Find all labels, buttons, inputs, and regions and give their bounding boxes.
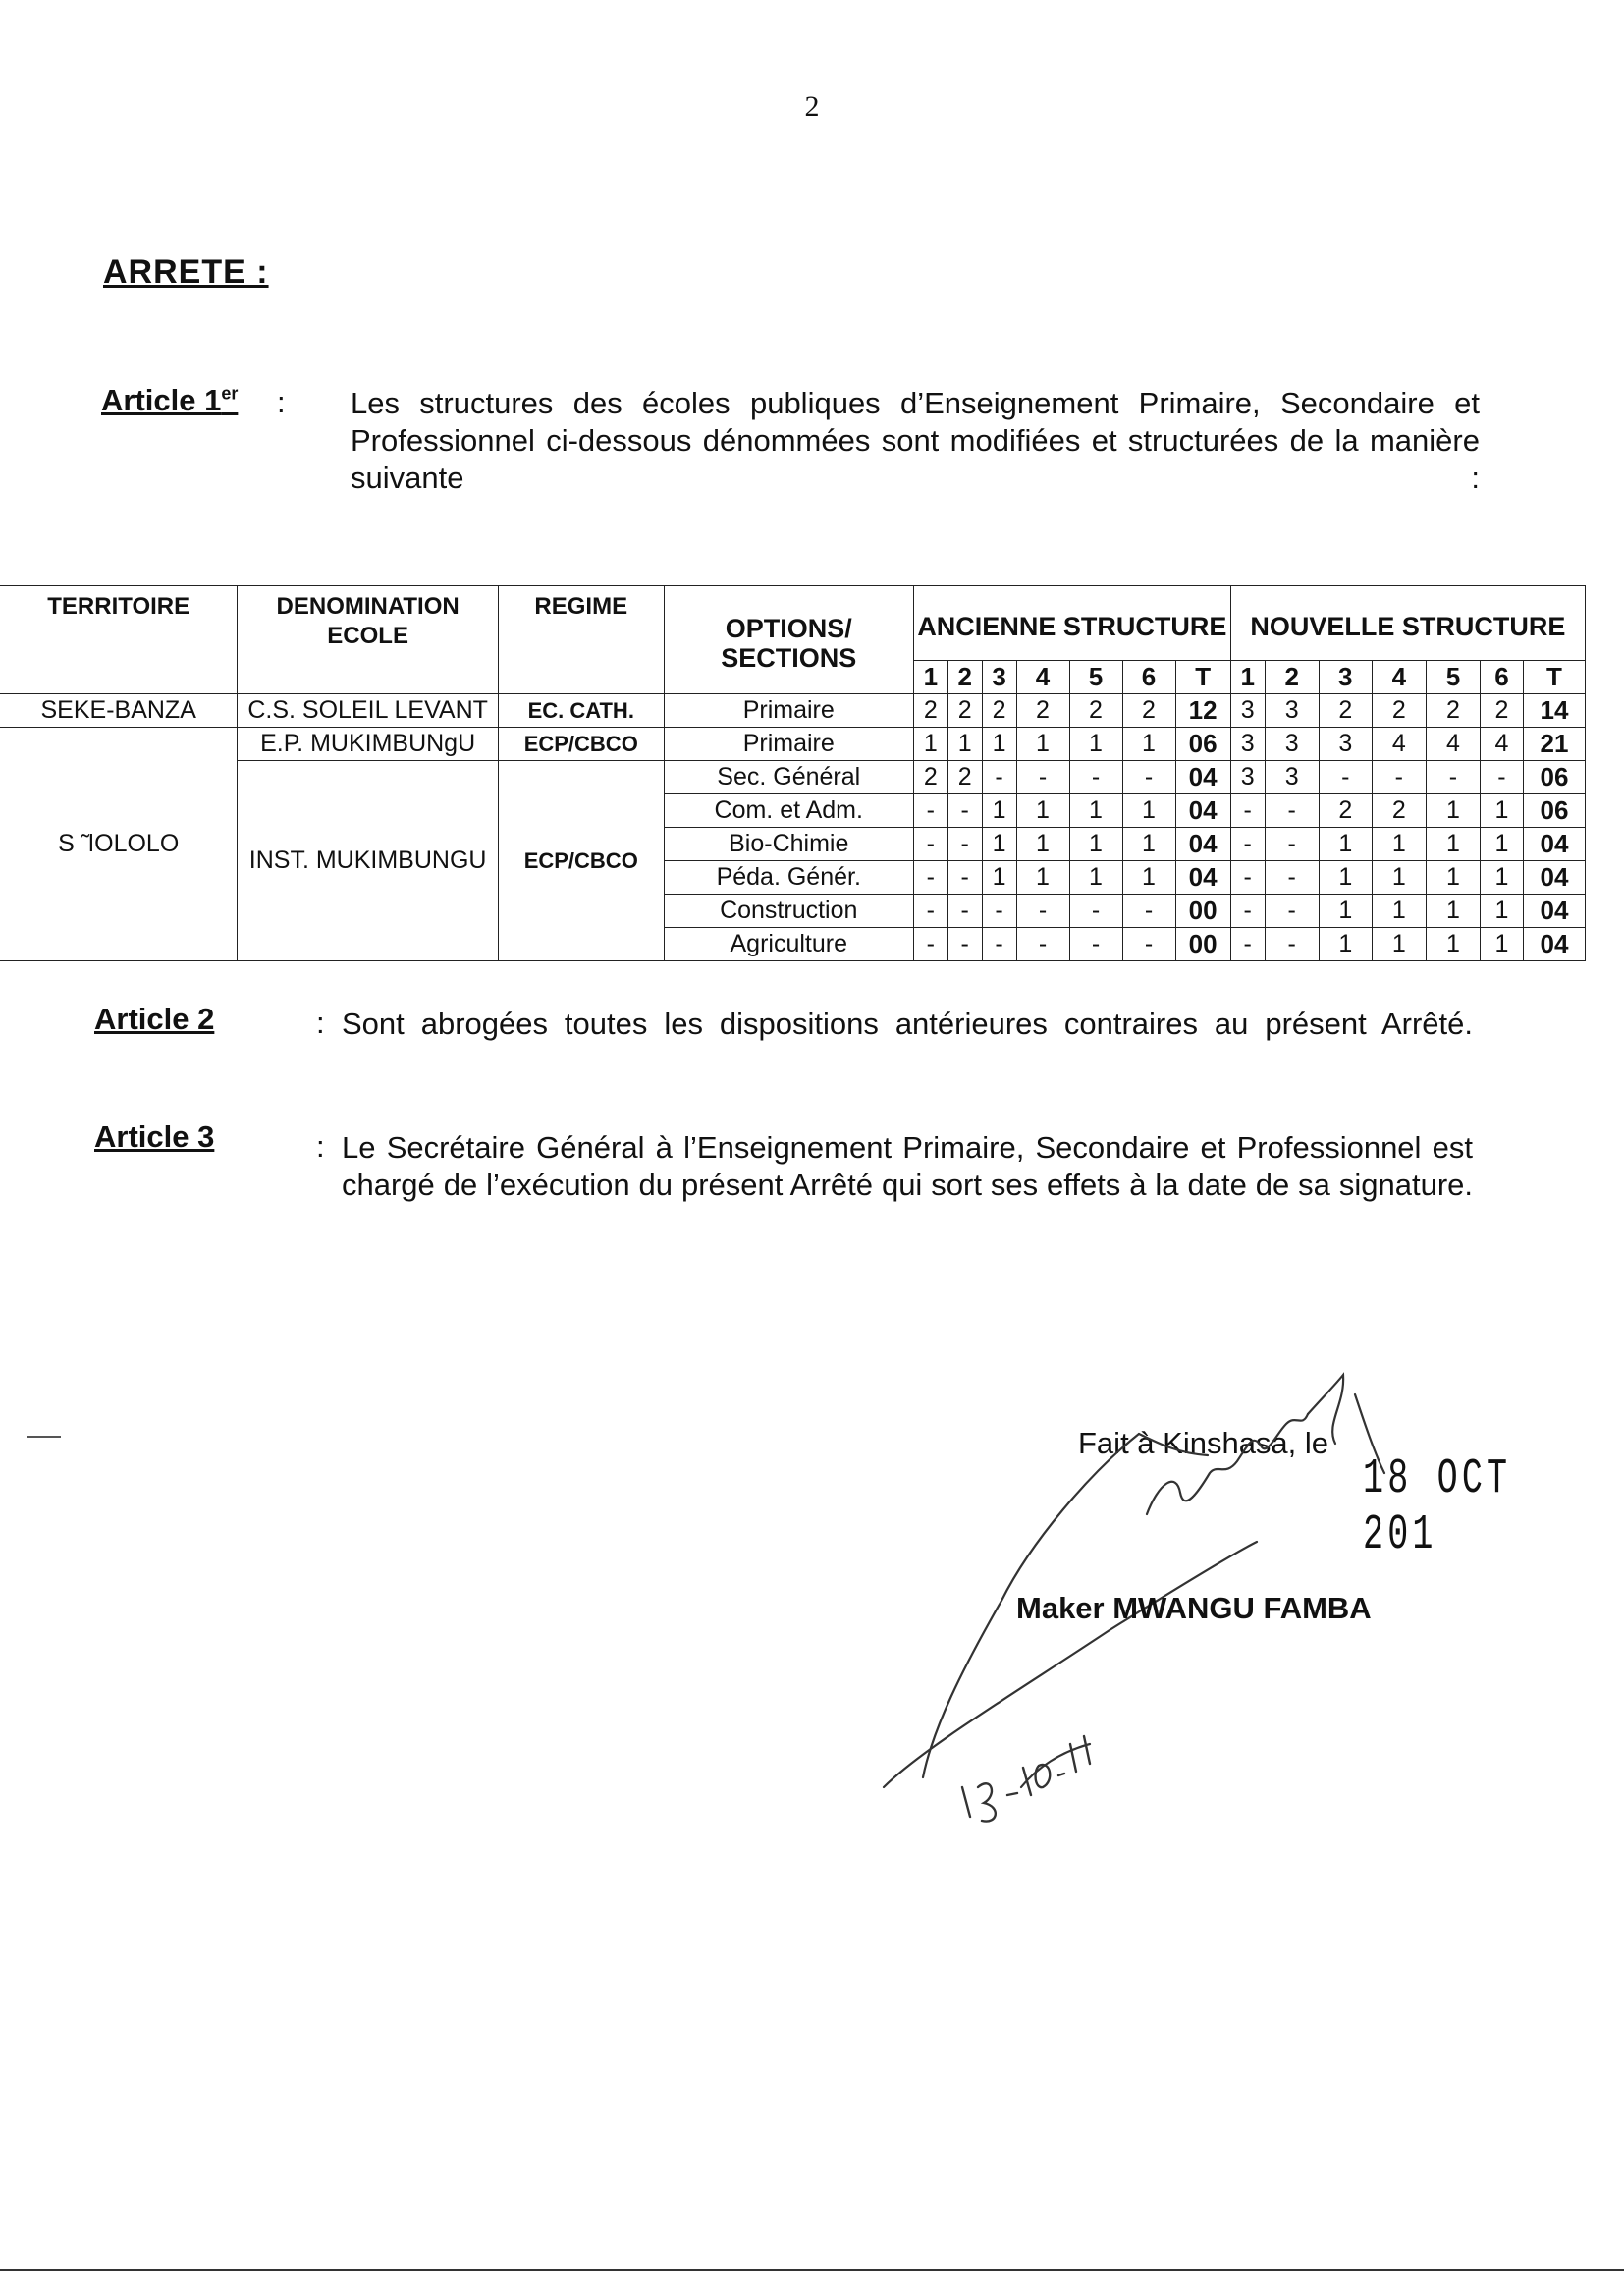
value-cell: 2: [1319, 794, 1372, 828]
total-cell: 06: [1523, 761, 1585, 794]
total-cell: 06: [1175, 728, 1230, 761]
handwritten-dot: [1058, 1774, 1064, 1775]
value-cell: -: [947, 861, 982, 895]
article-1-label-sup: er: [221, 383, 239, 404]
value-cell: -: [1016, 928, 1069, 961]
value-cell: 1: [1319, 861, 1372, 895]
option-cell: Construction: [664, 895, 913, 928]
document-heading: ARRETE :: [103, 253, 269, 291]
value-cell: 2: [913, 761, 947, 794]
value-cell: -: [982, 761, 1016, 794]
value-cell: 1: [1122, 728, 1175, 761]
value-cell: -: [947, 794, 982, 828]
value-cell: -: [1230, 828, 1265, 861]
handwritten-signature: [864, 1355, 1551, 1905]
value-cell: -: [1230, 928, 1265, 961]
class-header: 2: [947, 661, 982, 694]
option-cell: Sec. Général: [664, 761, 913, 794]
total-cell: 04: [1523, 861, 1585, 895]
value-cell: -: [947, 928, 982, 961]
value-cell: -: [913, 794, 947, 828]
handwritten-digit: [1084, 1736, 1090, 1764]
class-header: 1: [913, 661, 947, 694]
value-cell: -: [947, 895, 982, 928]
handwritten-digit: [962, 1787, 970, 1817]
class-header: T: [1175, 661, 1230, 694]
value-cell: -: [1069, 895, 1122, 928]
value-cell: 3: [1265, 728, 1319, 761]
value-cell: 4: [1372, 728, 1426, 761]
value-cell: 2: [982, 694, 1016, 728]
value-cell: 1: [1372, 928, 1426, 961]
school-cell: INST. MUKIMBUNGU: [238, 761, 499, 961]
value-cell: 1: [1319, 928, 1372, 961]
article-1-label: [101, 383, 238, 418]
total-cell: 04: [1523, 828, 1585, 861]
value-cell: 4: [1426, 728, 1480, 761]
class-header: 5: [1069, 661, 1122, 694]
value-cell: -: [982, 928, 1016, 961]
value-cell: 2: [1372, 794, 1426, 828]
value-cell: -: [1069, 928, 1122, 961]
value-cell: 2: [1122, 694, 1175, 728]
value-cell: 1: [1481, 861, 1524, 895]
class-header: 6: [1481, 661, 1524, 694]
value-cell: -: [947, 828, 982, 861]
value-cell: 1: [1426, 861, 1480, 895]
value-cell: 3: [1265, 761, 1319, 794]
class-header: T: [1523, 661, 1585, 694]
article-3-text: Le Secrétaire Général à l’Enseignement Primaire, Secondaire et Professionnel est chargé de l’exécution du présent Arrêté qui sort ses effets à la date de sa signature.: [342, 1130, 1473, 1202]
signature-stroke: [1021, 1744, 1090, 1787]
value-cell: 2: [1481, 694, 1524, 728]
value-cell: -: [1122, 761, 1175, 794]
value-cell: 1: [1016, 728, 1069, 761]
value-cell: 1: [1319, 895, 1372, 928]
value-cell: -: [913, 928, 947, 961]
class-header: 1: [1230, 661, 1265, 694]
value-cell: 2: [913, 694, 947, 728]
class-header: 5: [1426, 661, 1480, 694]
value-cell: 1: [913, 728, 947, 761]
value-cell: 3: [1230, 728, 1265, 761]
value-cell: 1: [1069, 794, 1122, 828]
value-cell: -: [1016, 895, 1069, 928]
value-cell: 1: [982, 728, 1016, 761]
regime-cell: ECP/CBCO: [498, 761, 664, 961]
signature-stroke: [1139, 1434, 1208, 1455]
value-cell: -: [1265, 861, 1319, 895]
handwritten-digit: [1023, 1768, 1031, 1795]
option-cell: Péda. Génér.: [664, 861, 913, 895]
school-cell: E.P. MUKIMBUNgU: [238, 728, 499, 761]
value-cell: -: [1069, 761, 1122, 794]
total-cell: 04: [1523, 928, 1585, 961]
class-header: 2: [1265, 661, 1319, 694]
value-cell: 1: [982, 861, 1016, 895]
signature-stroke: [1355, 1394, 1384, 1473]
class-header: 4: [1372, 661, 1426, 694]
value-cell: -: [1265, 928, 1319, 961]
handwritten-digit: [1036, 1765, 1051, 1787]
value-cell: 2: [1319, 694, 1372, 728]
table-row: [0, 694, 1586, 728]
value-cell: 1: [1426, 828, 1480, 861]
value-cell: -: [1016, 761, 1069, 794]
value-cell: 2: [1372, 694, 1426, 728]
value-cell: 3: [1230, 694, 1265, 728]
article-2-label: Article 2: [94, 1002, 215, 1036]
value-cell: 1: [1016, 794, 1069, 828]
value-cell: -: [1426, 761, 1480, 794]
regime-cell: EC. CATH.: [498, 694, 664, 728]
value-cell: 2: [1016, 694, 1069, 728]
value-cell: -: [982, 895, 1016, 928]
page-number: 2: [804, 90, 820, 123]
total-cell: 00: [1175, 928, 1230, 961]
total-cell: 00: [1175, 895, 1230, 928]
territory-cell: S ̃ ǀOLOLO: [0, 728, 238, 961]
table-row: [0, 761, 1586, 794]
page-bottom-rule: [0, 2269, 1624, 2271]
value-cell: 1: [1122, 861, 1175, 895]
value-cell: 1: [1122, 794, 1175, 828]
article-2-colon: :: [316, 1006, 325, 1040]
header-regime: REGIME: [498, 586, 664, 694]
value-cell: -: [1265, 828, 1319, 861]
class-header: 6: [1122, 661, 1175, 694]
value-cell: -: [913, 895, 947, 928]
header-denomination: DENOMINATION ECOLE: [238, 586, 499, 694]
option-cell: Com. et Adm.: [664, 794, 913, 828]
value-cell: 1: [1016, 861, 1069, 895]
option-cell: Primaire: [664, 694, 913, 728]
value-cell: 1: [1372, 828, 1426, 861]
total-cell: 14: [1523, 694, 1585, 728]
value-cell: 3: [1230, 761, 1265, 794]
value-cell: 1: [1426, 794, 1480, 828]
handwritten-dash: [1007, 1793, 1017, 1795]
total-cell: 04: [1175, 861, 1230, 895]
value-cell: 4: [1481, 728, 1524, 761]
value-cell: -: [913, 861, 947, 895]
value-cell: -: [1230, 794, 1265, 828]
value-cell: 1: [1372, 895, 1426, 928]
value-cell: 1: [982, 794, 1016, 828]
value-cell: 1: [1481, 794, 1524, 828]
header-ancienne-structure: ANCIENNE STRUCTURE: [913, 586, 1230, 661]
handwritten-digit: [978, 1783, 996, 1821]
value-cell: 2: [947, 694, 982, 728]
value-cell: -: [1372, 761, 1426, 794]
territory-cell: SEKE-BANZA: [0, 694, 238, 728]
article-3-label: Article 3: [94, 1119, 215, 1154]
value-cell: -: [1481, 761, 1524, 794]
total-cell: 04: [1175, 761, 1230, 794]
value-cell: 1: [1481, 928, 1524, 961]
value-cell: -: [913, 828, 947, 861]
header-options: OPTIONS/ SECTIONS: [664, 586, 913, 694]
class-header: 4: [1016, 661, 1069, 694]
article-3-colon: :: [316, 1129, 325, 1164]
value-cell: 1: [1069, 861, 1122, 895]
value-cell: 2: [1069, 694, 1122, 728]
value-cell: 1: [1016, 828, 1069, 861]
class-header: 3: [982, 661, 1016, 694]
regime-cell: ECP/CBCO: [498, 728, 664, 761]
table-row: [0, 728, 1586, 761]
value-cell: 1: [1319, 828, 1372, 861]
article-1-text: Les structures des écoles publiques d’Enseignement Primaire, Secondaire et Professionnel ci-dessous dénommées sont modifiées et structurées de la manière suivante :: [351, 386, 1480, 495]
value-cell: -: [1265, 794, 1319, 828]
school-cell: C.S. SOLEIL LEVANT: [238, 694, 499, 728]
total-cell: 21: [1523, 728, 1585, 761]
total-cell: 12: [1175, 694, 1230, 728]
total-cell: 06: [1523, 794, 1585, 828]
handwritten-date: [962, 1736, 1090, 1822]
place-line: Fait à Kinshasa, le: [1078, 1426, 1329, 1460]
value-cell: -: [1230, 895, 1265, 928]
value-cell: 1: [1481, 895, 1524, 928]
option-cell: Bio-Chimie: [664, 828, 913, 861]
option-cell: Primaire: [664, 728, 913, 761]
value-cell: 1: [982, 828, 1016, 861]
value-cell: 1: [1426, 895, 1480, 928]
article-1-colon: :: [277, 385, 286, 419]
total-cell: 04: [1523, 895, 1585, 928]
value-cell: 2: [1426, 694, 1480, 728]
value-cell: 1: [1481, 828, 1524, 861]
value-cell: 3: [1265, 694, 1319, 728]
value-cell: 3: [1319, 728, 1372, 761]
value-cell: -: [1122, 928, 1175, 961]
value-cell: -: [1319, 761, 1372, 794]
value-cell: 1: [1069, 828, 1122, 861]
signature-stroke: [1308, 1375, 1343, 1444]
value-cell: 1: [947, 728, 982, 761]
value-cell: 1: [1426, 928, 1480, 961]
signer-name: Maker MWANGU FAMBA: [1016, 1591, 1372, 1625]
article-2-text: Sont abrogées toutes les dispositions antérieures contraires au présent Arrêté.: [342, 1007, 1473, 1041]
total-cell: 04: [1175, 794, 1230, 828]
option-cell: Agriculture: [664, 928, 913, 961]
signature-stroke: [1147, 1414, 1308, 1514]
header-territoire: TERRITOIRE: [0, 586, 238, 694]
value-cell: -: [1265, 895, 1319, 928]
value-cell: -: [1230, 861, 1265, 895]
article-1-label-text: Article 1: [101, 383, 222, 417]
total-cell: 04: [1175, 828, 1230, 861]
value-cell: 1: [1069, 728, 1122, 761]
value-cell: 1: [1122, 828, 1175, 861]
header-nouvelle-structure: NOUVELLE STRUCTURE: [1230, 586, 1585, 661]
value-cell: 1: [1372, 861, 1426, 895]
date-stamp: 18 OCT 201: [1363, 1451, 1512, 1563]
scan-mark: [27, 1436, 61, 1438]
school-structure-table: [0, 585, 1586, 961]
value-cell: 2: [947, 761, 982, 794]
value-cell: -: [1122, 895, 1175, 928]
class-header: 3: [1319, 661, 1372, 694]
